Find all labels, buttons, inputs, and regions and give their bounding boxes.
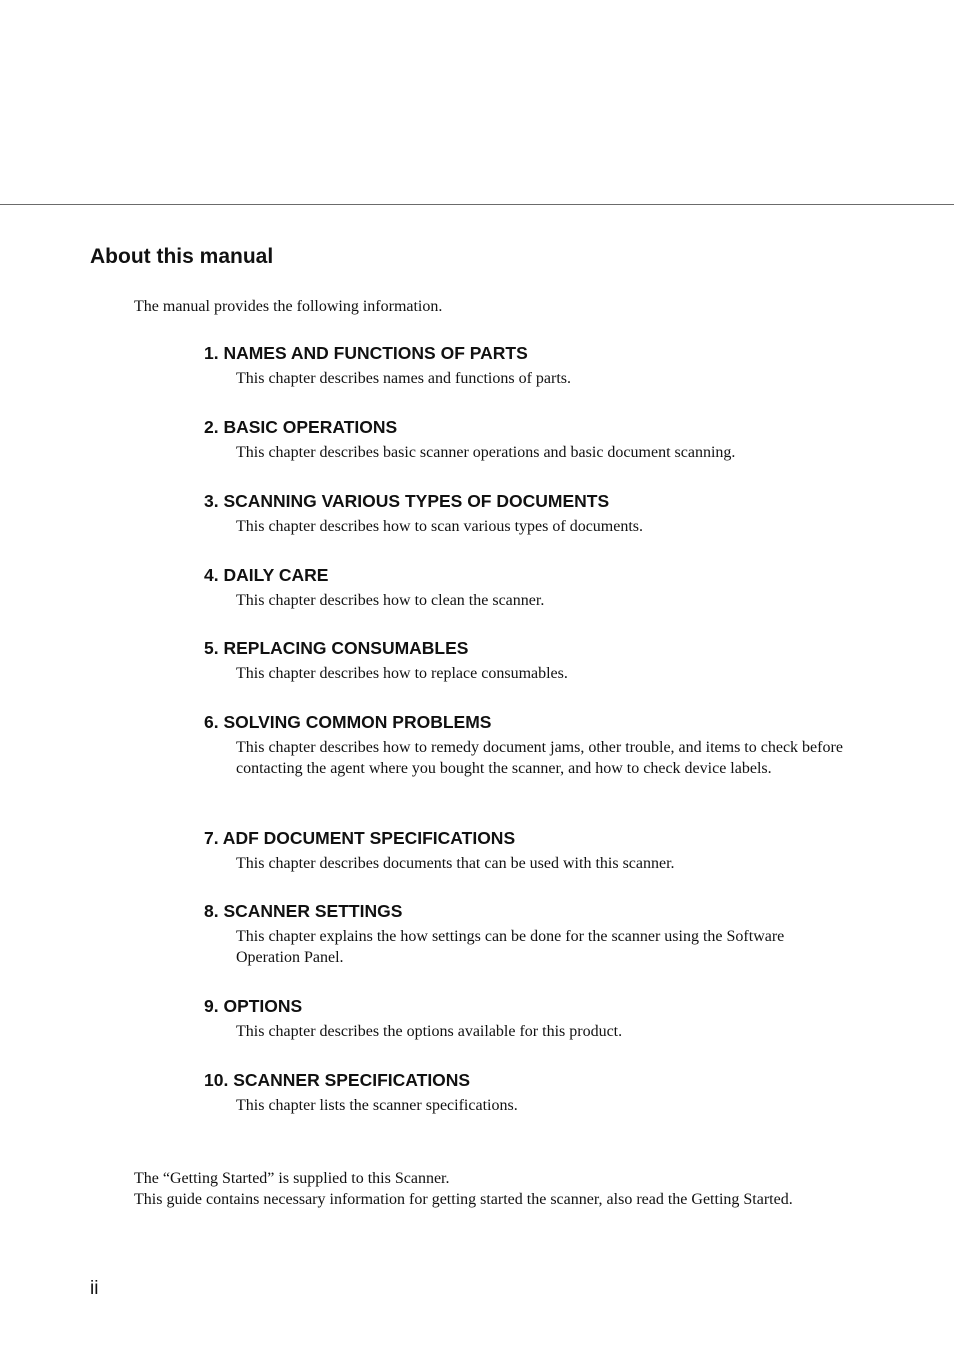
chapter-heading: 7. ADF DOCUMENT SPECIFICATIONS (204, 828, 516, 848)
chapter-heading: 2. BASIC OPERATIONS (204, 417, 398, 437)
chapter-description: This chapter describes documents that can be used with this scanner. (236, 855, 675, 872)
chapter-description: This chapter lists the scanner specifications. (236, 1097, 518, 1114)
chapter-description: This chapter explains the how settings can be done for the scanner using the Software Operation Panel. (236, 928, 785, 966)
chapter-heading: 4. DAILY CARE (204, 565, 329, 585)
chapter-description: This chapter describes how to scan various types of documents. (236, 518, 644, 535)
intro-text: The manual provides the following information. (134, 298, 443, 315)
chapter-heading: 9. OPTIONS (204, 996, 303, 1016)
chapter-description: This chapter describes how to remedy document jams, other trouble, and items to check before contacting the agent where you bought the scanner, and how to check device labels. (236, 739, 843, 777)
header-rule (0, 204, 954, 205)
closing-line-2: This guide contains necessary information for getting started the scanner, also read the Getting Started. (134, 1191, 793, 1208)
chapter-heading: 3. SCANNING VARIOUS TYPES OF DOCUMENTS (204, 491, 610, 511)
chapter-heading: 8. SCANNER SETTINGS (204, 901, 403, 921)
chapter-heading: 5. REPLACING CONSUMABLES (204, 638, 469, 658)
chapter-heading: 6. SOLVING COMMON PROBLEMS (204, 712, 492, 732)
page-number: ii (90, 1278, 99, 1299)
chapter-description: This chapter describes how to replace consumables. (236, 665, 568, 682)
closing-line-1: The “Getting Started” is supplied to this Scanner. (134, 1170, 450, 1187)
chapter-heading: 10. SCANNER SPECIFICATIONS (204, 1070, 471, 1090)
closing-note (134, 1168, 834, 1210)
chapter-description: This chapter describes names and functions of parts. (236, 370, 572, 387)
chapter-description: This chapter describes the options available for this product. (236, 1023, 623, 1040)
chapter-heading: 1. NAMES AND FUNCTIONS OF PARTS (204, 343, 528, 363)
chapter-description: This chapter describes basic scanner operations and basic document scanning. (236, 444, 736, 461)
page-title: About this manual (90, 245, 274, 268)
chapter-description: This chapter describes how to clean the scanner. (236, 592, 545, 609)
